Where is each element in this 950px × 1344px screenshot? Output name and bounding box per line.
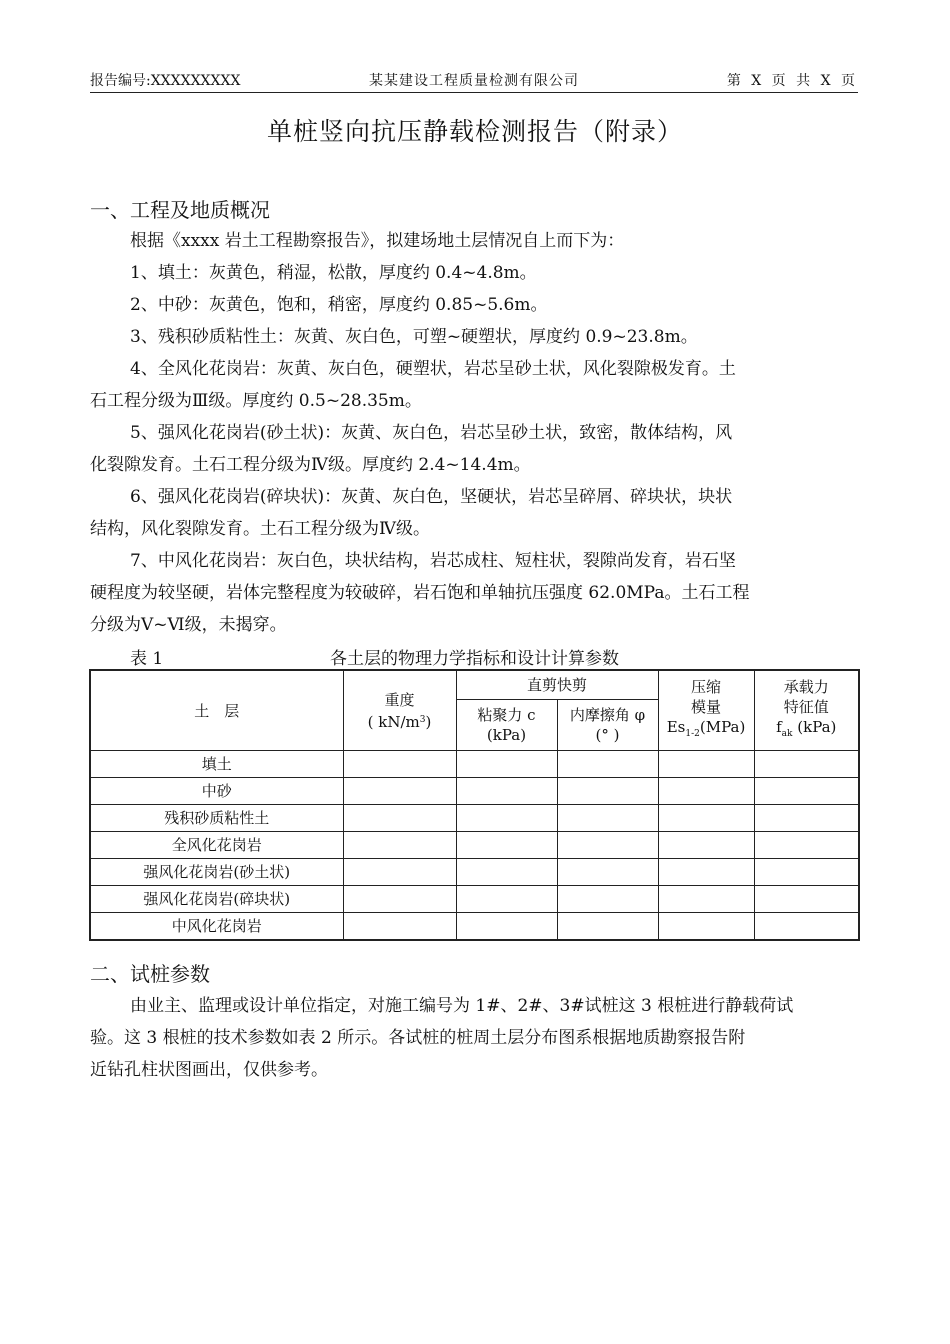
table-1-label: 表 1 [130,649,164,669]
soil-layer-5-line-2: 化裂隙发育。土石工程分级为Ⅳ级。厚度约 2.4~14.4m。 [90,455,531,475]
soil-layer-3: 3、残积砂质粘性土：灰黄、灰白色，可塑~硬塑状，厚度约 0.9~23.8m。 [130,327,698,347]
table-row [90,805,859,832]
row-label-moderately-weathered-granite: 中风化花岗岩 [90,913,343,941]
header-cohesion: 粘聚力 c (kPa) [456,700,557,751]
section-2-heading: 二、试桩参数 [90,962,210,986]
soil-layer-4-line-2: 石工程分级为Ⅲ级。厚度约 0.5~28.35m。 [90,391,422,411]
row-label-medium-sand: 中砂 [90,778,343,805]
soil-layer-5-line-1: 5、强风化花岗岩(砂土状)：灰黄、灰白色，岩芯呈砂土状，致密，散体结构，风 [130,423,733,443]
header-friction-angle: 内摩擦角 φ (° ) [557,700,658,751]
section-1-intro: 根据《xxxx 岩土工程勘察报告》，拟建场地土层情况自上而下为： [130,231,625,251]
row-label-strongly-weathered-granite-sandy: 强风化花岗岩(砂土状) [90,859,343,886]
document-title: 单桩竖向抗压静载检测报告（附录） [266,117,683,146]
soil-layer-7-line-2: 硬程度为较坚硬，岩体完整程度为较破碎，岩石饱和单轴抗压强度 62.0MPa。土石工程 [90,583,750,603]
page-header [90,66,858,93]
section-1-heading: 一、工程及地质概况 [90,198,270,222]
row-label-fill: 填土 [90,751,343,778]
section-2-line-2: 验。这 3 根桩的技术参数如表 2 所示。各试桩的桩周土层分布图系根据地质勘察报告附 [90,1028,746,1048]
section-2-line-1: 由业主、监理或设计单位指定，对施工编号为 1#、2#、3#试桩这 3 根桩进行静载荷试 [130,996,794,1016]
soil-layer-1: 1、填土：灰黄色，稍湿，松散，厚度约 0.4~4.8m。 [130,263,537,283]
table-row [90,778,859,805]
soil-layer-7-line-1: 7、中风化花岗岩：灰白色，块状结构，岩芯成柱、短柱状，裂隙尚发育，岩石坚 [130,551,736,571]
header-unit-weight: 重度 ( $kN/m^3$) [343,670,456,751]
header-bearing-capacity: 承载力 特征值 $f_{ak}$ (kPa) [754,670,859,751]
table-row [90,886,859,913]
soil-layer-6-line-2: 结构，风化裂隙发育。土石工程分级为Ⅳ级。 [90,519,430,539]
company-name: 某某建设工程质量检测有限公司 [369,73,579,89]
table-header-row [90,670,859,700]
report-number: 报告编号:XXXXXXXXX [90,73,241,89]
table-1-caption: 各土层的物理力学指标和设计计算参数 [330,649,619,669]
row-label-fully-weathered-granite: 全风化花岗岩 [90,832,343,859]
page-indicator: 第 X 页 共 X 页 [726,73,858,89]
header-compression-modulus: 压缩 模量 $Es_{1-2}(MPa)$ [658,670,754,751]
soil-layer-2: 2、中砂：灰黄色，饱和，稍密，厚度约 0.85~5.6m。 [130,295,548,315]
soil-layer-6-line-1: 6、强风化花岗岩(碎块状)：灰黄、灰白色，坚硬状，岩芯呈碎屑、碎块状，块状 [130,487,733,507]
table-row [90,832,859,859]
soil-parameters-table [89,669,860,941]
table-row [90,913,859,941]
section-2-line-3: 近钻孔柱状图画出，仅供参考。 [90,1060,328,1080]
header-soil-layer: 土 层 [90,670,343,751]
row-label-strongly-weathered-granite-fragmented: 强风化花岗岩(碎块状) [90,886,343,913]
header-direct-shear: 直剪快剪 [456,670,658,700]
soil-layer-4-line-1: 4、全风化花岗岩：灰黄、灰白色，硬塑状，岩芯呈砂土状，风化裂隙极发育。土 [130,359,736,379]
table-row [90,859,859,886]
soil-layer-7-line-3: 分级为Ⅴ~Ⅵ级，未揭穿。 [90,615,287,635]
row-label-residual-clay: 残积砂质粘性土 [90,805,343,832]
table-row [90,751,859,778]
